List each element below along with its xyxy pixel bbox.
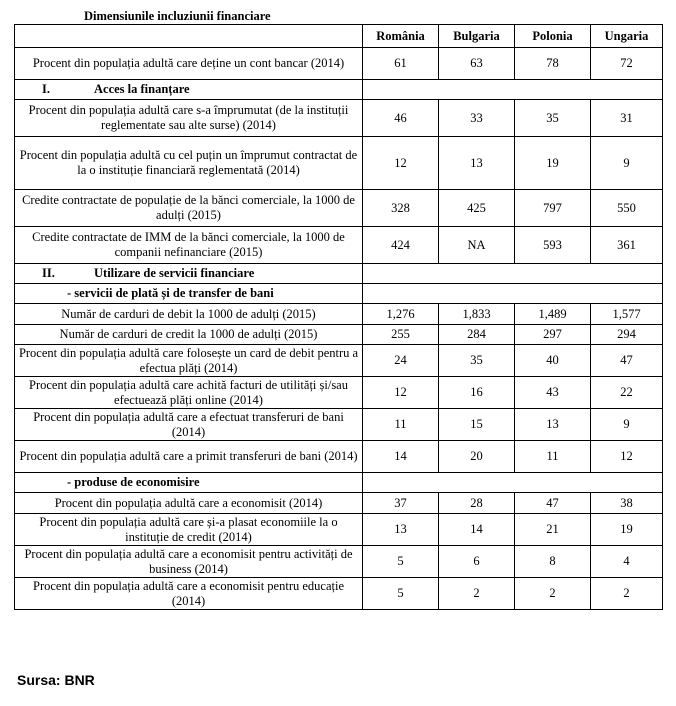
row-label: Credite contractate de IMM de la bănci comerciale, la 1000 de companii nefinanciare (2015) bbox=[15, 227, 363, 264]
value-cell: 28 bbox=[439, 493, 515, 514]
value-cell: 797 bbox=[515, 190, 591, 227]
column-header: România bbox=[363, 25, 439, 48]
value-cell: 78 bbox=[515, 48, 591, 80]
value-cell: 63 bbox=[439, 48, 515, 80]
value-cell: 550 bbox=[591, 190, 663, 227]
value-cell: 8 bbox=[515, 546, 591, 578]
section-row bbox=[15, 264, 663, 284]
value-cell: 46 bbox=[363, 100, 439, 137]
row-label: Procent din populația adultă care a economisit pentru educație (2014) bbox=[15, 578, 363, 610]
subsection-heading: - produse de economisire bbox=[15, 473, 363, 493]
subsection-heading: - servicii de plată și de transfer de bani bbox=[15, 284, 363, 304]
value-cell: 5 bbox=[363, 546, 439, 578]
column-header: Polonia bbox=[515, 25, 591, 48]
table-row bbox=[15, 48, 663, 80]
value-cell: 4 bbox=[591, 546, 663, 578]
row-label: Procent din populația adultă cu cel puțin un împrumut contractat de la o instituție financiară reglementată (2014) bbox=[15, 137, 363, 190]
value-cell: 35 bbox=[439, 345, 515, 377]
value-cell: 43 bbox=[515, 377, 591, 409]
table-row bbox=[15, 345, 663, 377]
value-cell: 38 bbox=[591, 493, 663, 514]
value-cell: 33 bbox=[439, 100, 515, 137]
table-container bbox=[14, 8, 662, 610]
value-cell: 61 bbox=[363, 48, 439, 80]
value-cell: 14 bbox=[439, 514, 515, 546]
value-cell: 47 bbox=[515, 493, 591, 514]
section-number: I. bbox=[42, 82, 50, 96]
column-header: Bulgaria bbox=[439, 25, 515, 48]
value-cell: 19 bbox=[591, 514, 663, 546]
value-cell: 361 bbox=[591, 227, 663, 264]
value-cell: NA bbox=[439, 227, 515, 264]
section-label: Acces la finanțare bbox=[94, 82, 190, 96]
section-number: II. bbox=[42, 266, 55, 280]
row-label: Procent din populația adultă care și-a plasat economiile la o instituție de credit (2014) bbox=[15, 514, 363, 546]
value-cell: 47 bbox=[591, 345, 663, 377]
subsection-row bbox=[15, 473, 663, 493]
empty-cell bbox=[363, 264, 663, 284]
value-cell: 37 bbox=[363, 493, 439, 514]
value-cell: 297 bbox=[515, 325, 591, 345]
table-row bbox=[15, 441, 663, 473]
value-cell: 12 bbox=[363, 137, 439, 190]
row-label: Procent din populația adultă care a economisit pentru activități de business (2014) bbox=[15, 546, 363, 578]
header-empty-cell bbox=[15, 25, 363, 48]
value-cell: 12 bbox=[363, 377, 439, 409]
subsection-row bbox=[15, 284, 663, 304]
value-cell: 13 bbox=[439, 137, 515, 190]
value-cell: 255 bbox=[363, 325, 439, 345]
value-cell: 20 bbox=[439, 441, 515, 473]
value-cell: 5 bbox=[363, 578, 439, 610]
row-label: Procent din populația adultă care s-a împrumutat (de la instituții reglementate sau alte surse) (2014) bbox=[15, 100, 363, 137]
empty-cell bbox=[363, 80, 663, 100]
value-cell: 14 bbox=[363, 441, 439, 473]
value-cell: 1,276 bbox=[363, 304, 439, 325]
value-cell: 31 bbox=[591, 100, 663, 137]
table-row bbox=[15, 325, 663, 345]
value-cell: 9 bbox=[591, 409, 663, 441]
financial-inclusion-table bbox=[14, 24, 663, 610]
row-label: Procent din populația adultă care deține un cont bancar (2014) bbox=[15, 48, 363, 80]
value-cell: 16 bbox=[439, 377, 515, 409]
source-note: Sursa: BNR bbox=[17, 672, 95, 688]
value-cell: 284 bbox=[439, 325, 515, 345]
row-label: Procent din populația adultă care achită facturi de utilități și/sau efectuează plăți online (2014) bbox=[15, 377, 363, 409]
value-cell: 294 bbox=[591, 325, 663, 345]
value-cell: 2 bbox=[515, 578, 591, 610]
table-row bbox=[15, 546, 663, 578]
table-row bbox=[15, 227, 663, 264]
value-cell: 24 bbox=[363, 345, 439, 377]
value-cell: 328 bbox=[363, 190, 439, 227]
value-cell: 15 bbox=[439, 409, 515, 441]
row-label: Procent din populația adultă care a efectuat transferuri de bani (2014) bbox=[15, 409, 363, 441]
table-row bbox=[15, 377, 663, 409]
row-label: Număr de carduri de debit la 1000 de adulți (2015) bbox=[15, 304, 363, 325]
value-cell: 35 bbox=[515, 100, 591, 137]
table-title: Dimensiunile incluziunii financiare bbox=[84, 9, 271, 23]
section-heading bbox=[15, 264, 363, 284]
value-cell: 424 bbox=[363, 227, 439, 264]
value-cell: 19 bbox=[515, 137, 591, 190]
table-row bbox=[15, 190, 663, 227]
value-cell: 593 bbox=[515, 227, 591, 264]
row-label: Număr de carduri de credit la 1000 de adulți (2015) bbox=[15, 325, 363, 345]
row-label: Procent din populația adultă care a primit transferuri de bani (2014) bbox=[15, 441, 363, 473]
value-cell: 13 bbox=[363, 514, 439, 546]
value-cell: 2 bbox=[591, 578, 663, 610]
value-cell: 21 bbox=[515, 514, 591, 546]
value-cell: 2 bbox=[439, 578, 515, 610]
empty-cell bbox=[363, 284, 663, 304]
table-row bbox=[15, 100, 663, 137]
value-cell: 425 bbox=[439, 190, 515, 227]
table-row bbox=[15, 578, 663, 610]
section-row bbox=[15, 80, 663, 100]
value-cell: 1,577 bbox=[591, 304, 663, 325]
value-cell: 13 bbox=[515, 409, 591, 441]
table-body bbox=[15, 48, 663, 610]
value-cell: 6 bbox=[439, 546, 515, 578]
section-heading bbox=[15, 80, 363, 100]
column-header: Ungaria bbox=[591, 25, 663, 48]
value-cell: 72 bbox=[591, 48, 663, 80]
value-cell: 22 bbox=[591, 377, 663, 409]
table-row bbox=[15, 137, 663, 190]
value-cell: 1,833 bbox=[439, 304, 515, 325]
section-label: Utilizare de servicii financiare bbox=[94, 266, 255, 280]
row-label: Credite contractate de populație de la bănci comerciale, la 1000 de adulți (2015) bbox=[15, 190, 363, 227]
table-row bbox=[15, 304, 663, 325]
header-row bbox=[15, 25, 663, 48]
empty-cell bbox=[363, 473, 663, 493]
value-cell: 12 bbox=[591, 441, 663, 473]
row-label: Procent din populația adultă care a economisit (2014) bbox=[15, 493, 363, 514]
value-cell: 1,489 bbox=[515, 304, 591, 325]
table-row bbox=[15, 409, 663, 441]
table-row bbox=[15, 514, 663, 546]
value-cell: 11 bbox=[363, 409, 439, 441]
row-label: Procent din populația adultă care folosește un card de debit pentru a efectua plăți (2014) bbox=[15, 345, 363, 377]
value-cell: 40 bbox=[515, 345, 591, 377]
table-row bbox=[15, 493, 663, 514]
value-cell: 11 bbox=[515, 441, 591, 473]
value-cell: 9 bbox=[591, 137, 663, 190]
